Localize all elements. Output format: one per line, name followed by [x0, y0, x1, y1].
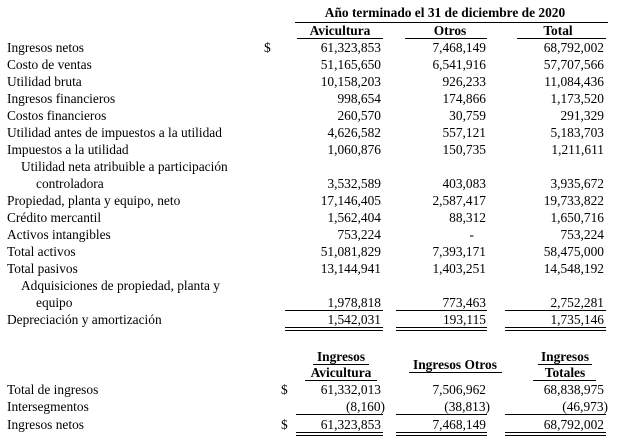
header-ingresos-otros: Ingresos Otros	[413, 357, 497, 372]
row-label: Impuestos a la utilidad	[7, 142, 129, 157]
total-rule-2	[396, 310, 487, 311]
cell-avicultura: 4,626,582	[327, 125, 381, 140]
header-rule-1	[305, 380, 377, 381]
cell-avicultura: 1,060,876	[327, 142, 381, 157]
cell-total: 1,173,520	[550, 91, 604, 106]
cell-otros: -	[469, 227, 474, 242]
row-label: Costos financieros	[7, 108, 107, 123]
column-header-avicultura: Avicultura	[309, 23, 371, 38]
column-header-otros: Otros	[433, 23, 467, 38]
cell-otros: 926,233	[442, 74, 486, 89]
row-label-line1: Adquisiciones de propiedad, planta y	[21, 278, 220, 293]
cell-ingresos-avicultura: 61,332,013	[320, 382, 381, 397]
cell-avicultura: 17,146,405	[320, 193, 381, 208]
column-header-rule-2	[405, 38, 487, 39]
cell-otros: 88,312	[449, 210, 486, 225]
header-ingresos-avicultura-line2: Avicultura	[310, 365, 372, 380]
total-rule-3	[505, 310, 606, 311]
cell-total: 2,752,281	[550, 295, 604, 310]
cell-avicultura: 51,165,650	[320, 57, 381, 72]
subtotal-rule-1	[296, 414, 383, 415]
header-ingresos-totales-line2: Totales	[544, 365, 586, 380]
cell-total: 1,211,611	[551, 142, 604, 157]
cell-ingresos-otros: 7,506,962	[432, 382, 486, 397]
header-rule-2	[409, 372, 502, 373]
cell-total: 291,329	[560, 108, 604, 123]
cell-total: 11,084,436	[544, 74, 604, 89]
header-ingresos-totales-line1: Ingresos	[540, 349, 590, 364]
cell-avicultura: 61,323,853	[320, 40, 381, 55]
total-rule-1	[285, 310, 383, 311]
cell-ingresos-otros: (38,813)	[444, 399, 490, 414]
cell-otros: 193,115	[442, 312, 486, 327]
row-label: Propiedad, planta y equipo, neto	[7, 193, 181, 208]
row-label-line1: Utilidad neta atribuible a participación	[21, 159, 228, 174]
row-label: Crédito mercantil	[7, 210, 102, 225]
cell-otros: 6,541,916	[432, 57, 486, 72]
header-rule-3	[533, 380, 596, 381]
cell-total: 19,733,822	[543, 193, 604, 208]
cell-otros: 557,121	[442, 125, 486, 140]
cell-total: 57,707,566	[543, 57, 604, 72]
column-header-rule-3	[517, 38, 606, 39]
row-label: Depreciación y amortización	[7, 312, 162, 327]
cell-avicultura: 13,144,941	[320, 261, 381, 276]
double-rule-2	[396, 327, 487, 331]
currency-symbol: $	[264, 40, 271, 55]
cell-ingresos-otros: 7,468,149	[432, 417, 486, 432]
cell-avicultura: 260,570	[337, 108, 381, 123]
row-label: Ingresos netos	[7, 417, 84, 432]
cell-ingresos-avicultura: (8,160)	[345, 399, 385, 414]
cell-total: 68,792,002	[543, 40, 604, 55]
cell-ingresos-avicultura: 61,323,853	[320, 417, 381, 432]
cell-otros: 150,735	[442, 142, 486, 157]
subtotal-rule-2	[396, 414, 487, 415]
currency-symbol: $	[281, 417, 288, 432]
cell-otros: 30,759	[449, 108, 486, 123]
row-label: Utilidad bruta	[7, 74, 82, 89]
cell-ingresos-totales: 68,792,002	[543, 417, 604, 432]
row-label-line2: controladora	[36, 176, 104, 191]
period-header: Año terminado el 31 de diciembre de 2020	[324, 5, 566, 20]
header-ingresos-avicultura-line1: Ingresos	[316, 349, 366, 364]
row-label: Costo de ventas	[7, 57, 92, 72]
cell-total: 58,475,000	[543, 244, 604, 259]
row-label: Total activos	[7, 244, 76, 259]
cell-ingresos-totales: 68,838,975	[543, 382, 604, 397]
cell-otros: 403,083	[442, 176, 486, 191]
row-label: Activos intangibles	[7, 227, 111, 242]
row-label: Intersegmentos	[7, 399, 89, 414]
cell-avicultura: 1,562,404	[327, 210, 381, 225]
row-label: Ingresos netos	[7, 40, 84, 55]
column-header-total: Total	[543, 23, 573, 38]
cell-otros: 174,866	[442, 91, 486, 106]
final-double-rule-2	[396, 432, 487, 436]
cell-total: 1,735,146	[550, 312, 604, 327]
cell-otros: 773,463	[442, 295, 486, 310]
double-rule-1	[285, 327, 383, 331]
final-double-rule-1	[296, 432, 383, 436]
cell-otros: 2,587,417	[432, 193, 486, 208]
column-header-rule-1	[297, 38, 383, 39]
double-rule-3	[505, 327, 606, 331]
cell-avicultura: 51,081,829	[320, 244, 381, 259]
cell-avicultura: 10,158,203	[320, 74, 381, 89]
row-label: Ingresos financieros	[7, 91, 116, 106]
cell-otros: 1,403,251	[432, 261, 486, 276]
row-label: Total pasivos	[7, 261, 78, 276]
subtotal-rule-3	[505, 414, 606, 415]
cell-avicultura: 1,542,031	[327, 312, 381, 327]
row-label-line2: equipo	[36, 295, 73, 310]
cell-total: 1,650,716	[550, 210, 604, 225]
cell-otros: 7,468,149	[432, 40, 486, 55]
final-double-rule-3	[505, 432, 606, 436]
cell-avicultura: 753,224	[337, 227, 381, 242]
cell-avicultura: 1,978,818	[327, 295, 381, 310]
cell-total: 753,224	[560, 227, 604, 242]
cell-total: 3,935,672	[550, 176, 604, 191]
currency-symbol: $	[281, 382, 288, 397]
cell-otros: 7,393,171	[432, 244, 486, 259]
cell-avicultura: 998,654	[337, 91, 381, 106]
header-underline-1a	[313, 364, 369, 365]
cell-avicultura: 3,532,589	[327, 176, 381, 191]
row-label: Total de ingresos	[7, 382, 99, 397]
cell-ingresos-totales: (46,973)	[562, 399, 608, 414]
header-underline-3a	[538, 364, 592, 365]
row-label: Utilidad antes de impuestos a la utilidad	[7, 125, 222, 140]
cell-total: 14,548,192	[543, 261, 604, 276]
cell-total: 5,183,703	[550, 125, 604, 140]
